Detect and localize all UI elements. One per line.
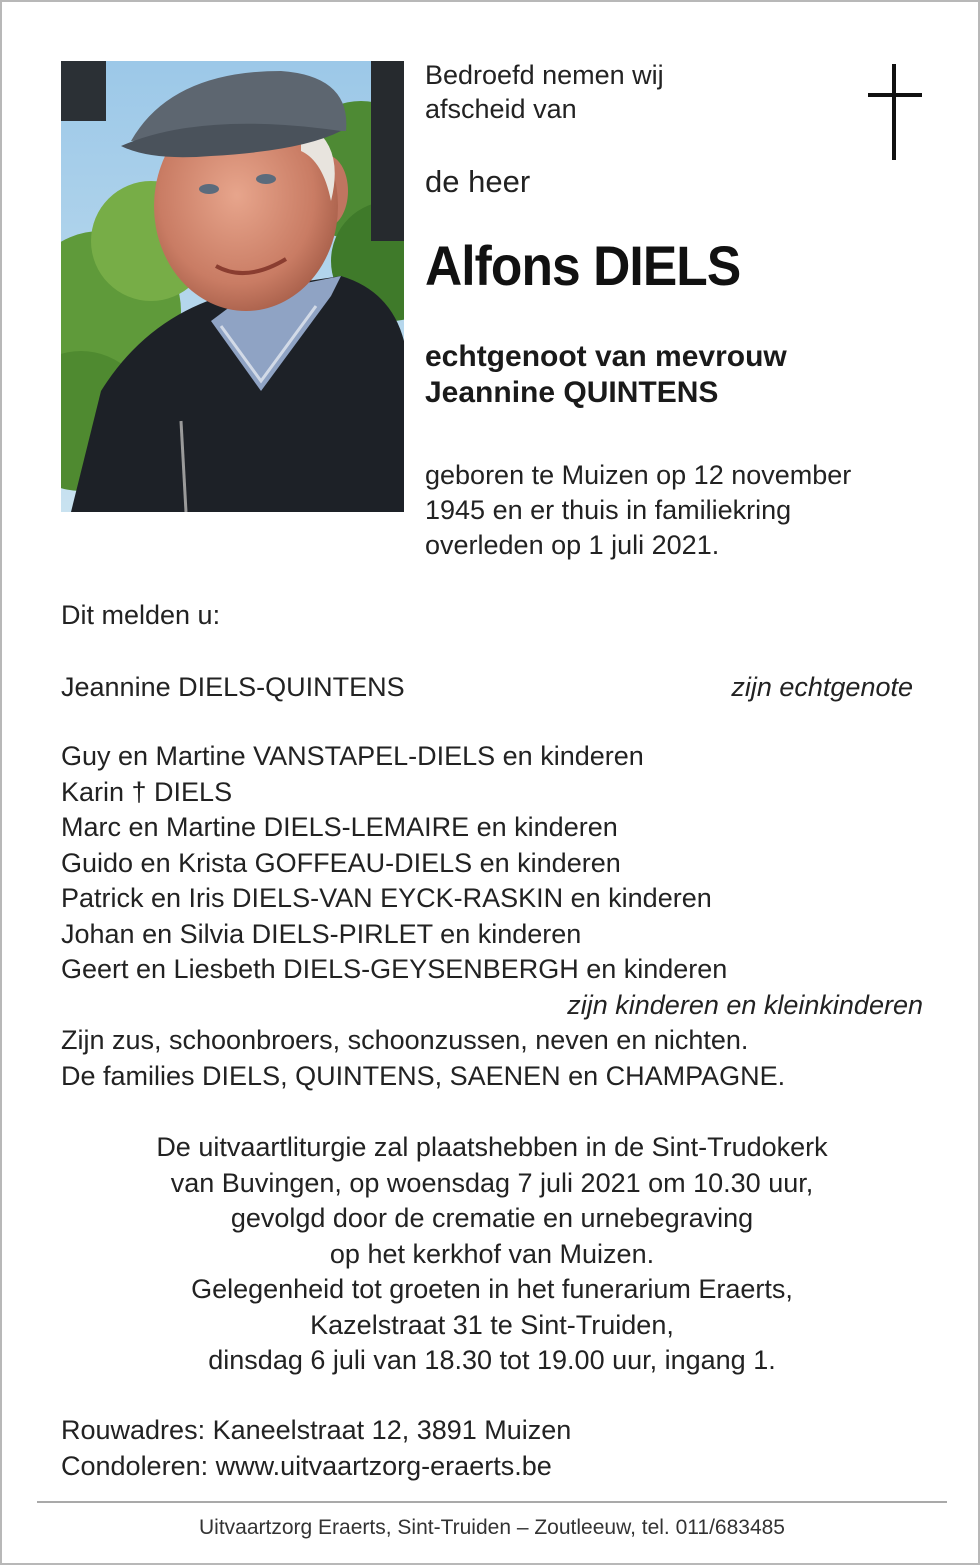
- list-item: Patrick en Iris DIELS-VAN EYCK-RASKIN en kinderen: [61, 883, 712, 913]
- birth-death-info: [425, 458, 851, 563]
- announce-heading: Dit melden u:: [61, 600, 221, 630]
- funeral-details: [61, 1130, 923, 1379]
- latin-cross-icon: [866, 64, 924, 160]
- list-item: Geert en Liesbeth DIELS-GEYSENBERGH en kinderen: [61, 954, 728, 984]
- list-item: Karin † DIELS: [61, 776, 233, 807]
- funeral-line: Gelegenheid tot groeten in het funerarium Eraerts,: [191, 1274, 793, 1304]
- wife-row: [61, 670, 913, 706]
- children-role: zijn kinderen en kleinkinderen: [567, 989, 923, 1020]
- list-item: Zijn zus, schoonbroers, schoonzussen, neven en nichten.: [61, 1025, 749, 1055]
- wife-name: Jeannine DIELS-QUINTENS: [61, 672, 405, 702]
- list-item: Guy en Martine VANSTAPEL-DIELS en kinderen: [61, 741, 644, 771]
- funeral-line: dinsdag 6 juli van 18.30 tot 19.00 uur, ingang 1.: [208, 1345, 776, 1375]
- born-line: overleden op 1 juli 2021.: [425, 530, 720, 560]
- deceased-name: Alfons DIELS: [425, 234, 741, 297]
- intro-text: [425, 58, 664, 126]
- wife-role: zijn echtgenote: [731, 672, 913, 702]
- family-list: [61, 739, 923, 1094]
- intro-line: Bedroefd nemen wij: [425, 60, 664, 90]
- portrait-photo: [61, 61, 404, 512]
- funeral-line: van Buvingen, op woensdag 7 juli 2021 om 10.30 uur,: [170, 1167, 814, 1198]
- list-item: Johan en Silvia DIELS-PIRLET en kinderen: [61, 918, 582, 949]
- funeral-line: Kazelstraat 31 te Sint-Truiden,: [310, 1309, 674, 1340]
- spouse-line: echtgenoot van mevrouw: [425, 340, 787, 373]
- born-line: 1945 en er thuis in familiekring: [425, 495, 792, 525]
- mourning-address: Rouwadres: Kaneelstraat 12, 3891 Muizen: [61, 1415, 572, 1445]
- intro-line: afscheid van: [425, 94, 577, 124]
- funeral-line: gevolgd door de crematie en urnebegraving: [230, 1203, 754, 1233]
- spouse-info: [425, 339, 787, 411]
- list-item: Guido en Krista GOFFEAU-DIELS en kinderen: [61, 847, 621, 878]
- contact-info: [61, 1413, 571, 1484]
- funeral-line: De uitvaartliturgie zal plaatshebben in de Sint-Trudokerk: [156, 1132, 828, 1162]
- born-line: geboren te Muizen op 12 november: [425, 460, 852, 490]
- condolence-website[interactable]: Condoleren: www.uitvaartzorg-eraerts.be: [61, 1450, 552, 1481]
- list-item: De families DIELS, QUINTENS, SAENEN en CHAMPAGNE.: [61, 1060, 786, 1091]
- footer-funeral-home: Uitvaartzorg Eraerts, Sint-Truiden – Zoutleeuw, tel. 011/683485: [199, 1516, 785, 1539]
- funeral-line: op het kerkhof van Muizen.: [329, 1238, 655, 1269]
- divider: [37, 1501, 947, 1503]
- spouse-line: Jeannine QUINTENS: [425, 376, 719, 409]
- list-item: Marc en Martine DIELS-LEMAIRE en kinderen: [61, 812, 618, 842]
- salutation: de heer: [425, 164, 531, 199]
